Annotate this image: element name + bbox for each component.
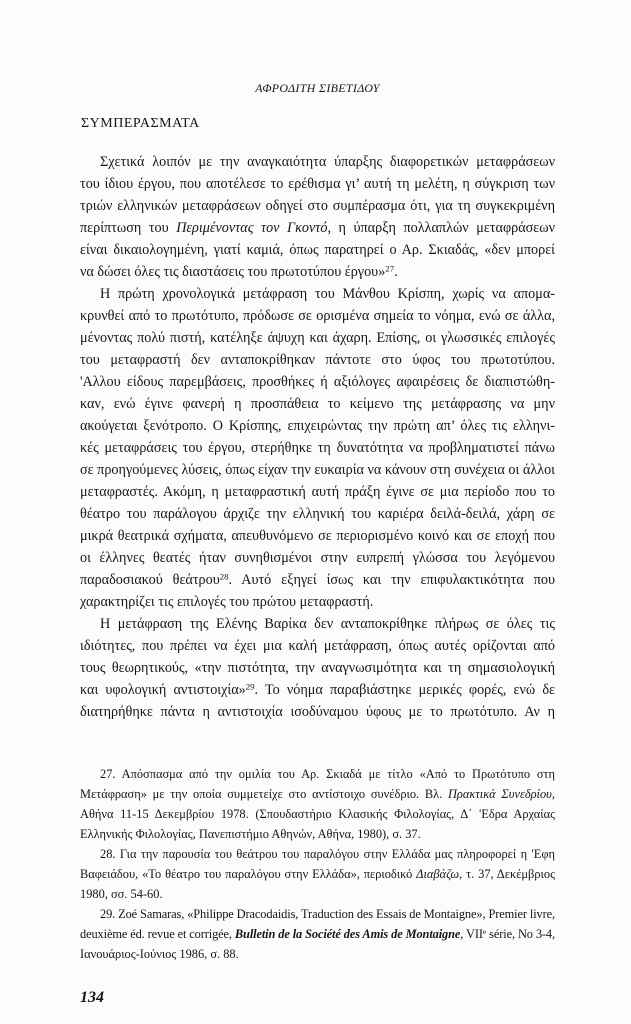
line-text [80,784,555,804]
line-text [80,173,555,195]
line-text [80,195,555,217]
text-run: μεταφραστές. Ακόμη, η μεταφραστική αυτή πράξη έγινε σε μια περίοδο που το [80,484,555,500]
text-run: 27. Απόσπασμα από την ομιλία του Αρ. Σκιαδά με τίτλο «Από το Πρωτότυπο στη [100,767,555,781]
body-line [80,151,555,173]
body-line [80,173,555,195]
footnote-reference: 27 [385,263,395,274]
footnote-line [80,804,555,824]
body-line [80,349,555,371]
text-run: θέατρο του παράλογου άρχιζε την ελληνική του καριέρα δειλά-δειλά, χάρη σε [80,506,555,522]
line-text [80,884,163,904]
section-title: ΣΥΜΠΕΡΑΣΜΑΤΑ [81,116,200,131]
footnote-line [80,944,555,964]
text-run: οι έλληνες θεατές ήταν συνηθισμένοι στην ευπρεπή γλώσσα του λεγόμενου [80,550,555,566]
footnote-line [80,904,555,924]
italic-title: Bulletin de la Société des Amis de Montaigne [234,927,461,941]
footnote-line [80,844,555,864]
body-line [80,283,555,305]
body-line [80,217,555,239]
line-text [80,261,398,283]
paragraph [80,151,555,283]
line-text [80,924,555,944]
italic-title: Περιμένοντας τον Γκοντό [176,220,328,236]
body-line [80,261,555,283]
running-head: ΑΦΡΟΔΙΤΗ ΣΙΒΕΤΙΔΟΥ [255,81,380,95]
body-line [80,569,555,591]
text-run: . [394,264,398,280]
line-text [80,679,555,701]
line-text [80,525,555,547]
text-run: περίπτωση του [80,220,177,236]
body-line [80,371,555,393]
footnote-reference: 29 [245,681,255,692]
text-run: του μεταφραστή δεν ανταποκρίθηκαν πάντοτε στο ύφος του πρωτοτύπου. [80,352,555,368]
body-line [80,393,555,415]
text-run: Ιανουάριος-Ιούνιος 1986, σ. 88. [80,947,239,961]
line-text [100,904,555,924]
body-line [80,239,555,261]
body-text [80,151,555,723]
text-run: Ελληνικής Φιλολογίας, Πανεπιστήμιο Αθηνών, Αθήνα, 1980), σ. 37. [80,827,421,841]
body-line [80,503,555,525]
line-text [100,613,555,635]
text-run: Βαφειάδου, «Το θέατρο του παραλόγου στην Ελλάδα», περιοδικό [80,867,417,881]
body-line [80,437,555,459]
body-line [80,701,555,723]
text-run: deuxième éd. revue et corrigée, [80,927,235,941]
body-line [80,525,555,547]
line-text [80,305,555,327]
line-text [80,327,555,349]
line-text [80,371,555,393]
paragraph [80,613,555,723]
line-text [80,415,555,437]
text-run: , VII [460,927,483,941]
text-run: του ίδιου έργου, που αποτέλεσε το ερέθισμα γι’ αυτή τη μελέτη, η σύγκριση των [80,176,555,192]
footnote-line [80,824,555,844]
body-line [80,327,555,349]
text-run: 1980, σσ. 54-60. [80,887,163,901]
text-run: 'Αλλου είδους παρεμβάσεις, προσθήκες ή αξιόλογες αφαιρέσεις δε διαπιστώθη- [80,374,555,390]
text-run: , η ύπαρξη πολλαπλών μεταφράσεων [327,220,556,236]
footnote-line [80,884,555,904]
body-line [80,613,555,635]
line-text [80,481,555,503]
paragraph [80,283,555,613]
line-text [80,701,555,723]
text-run: Η μετάφραση της Ελένης Βαρίκα δεν ανταποκρίθηκε πλήρως σε όλες τις [100,616,555,632]
footnote-line [80,784,555,804]
line-text [80,864,555,884]
text-run: κρυνθεί από το πρωτότυπο, πρόδωσε σε ορισμένα σημεία το νόημα, ενώ σε άλλα, [80,308,555,324]
text-run: Σχετικά λοιπόν με την αναγκαιότητα ύπαρξης διαφορετικών μεταφράσεων [100,154,555,170]
text-run: διατηρήθηκε πάντα η αντιστοιχία ισοδύναμου ύφους με το πρωτότυπο. Αν η [80,704,555,720]
footnote [80,764,555,844]
text-run: είναι δικαιολογημένη, γιατί καμιά, όπως παρατηρεί ο Αρ. Σκιαδάς, «δεν μπορεί [80,242,555,258]
text-run: ιδιότητες, που πρέπει να έχει μια καλή μετάφραση, όπως αυτές ορίζονται από [80,638,555,654]
italic-title: Διαβάζω [416,867,460,881]
footnote [80,844,555,904]
line-text [80,569,555,591]
body-line [80,195,555,217]
footnote-line [80,864,555,884]
text-run: παραδοσιακού θεάτρου [80,572,220,588]
footnotes [80,764,555,964]
body-line [80,415,555,437]
italic-title: Πρακτικά Συνεδρίου [447,787,552,801]
line-text [80,393,555,415]
body-line [80,657,555,679]
body-line [80,591,555,613]
text-run: καν, ενώ έγινε φανερή η προσπάθεια το κείμενο της μετάφρασης να μην [80,396,555,412]
text-run: série, No 3-4, [486,927,555,941]
text-run: μικρά θεατρικά σχήματα, απευθυνόμενο σε περιορισμένο κοινό και σε εποχή που [80,528,555,544]
line-text [100,764,555,784]
text-run: μένοντας πολύ πιστή, κατέληξε άψυχη και άχαρη. Επίσης, οι γλωσσικές επιλογές [80,330,555,346]
text-run: Μετάφραση» με την οποία συμμετείχε στο αντίστοιχο συνέδριο. Βλ. [80,787,448,801]
body-line [80,635,555,657]
text-run: χαρακτηρίζει τις επιλογές του πρώτου μεταφραστή. [80,594,374,610]
text-run: σε προηγούμενες λύσεις, όπως είχαν την ευκαιρία να κάνουν στη συνέχεια οι άλλοι [80,462,555,478]
line-text [80,547,555,569]
body-line [80,547,555,569]
footnote-reference: 28 [219,571,229,582]
text-run: Αθήνα 11-15 Δεκεμβρίου 1978. (Σπουδαστήριο Κλασικής Φιλολογίας, Δ΄ 'Εδρα Αρχαίας [80,807,555,821]
line-text [80,591,373,613]
footnote-line [80,924,555,944]
body-line [80,481,555,503]
body-line [80,679,555,701]
line-text [100,283,555,305]
text-run: . Το νόημα παραβιάστηκε μερικές φορές, ενώ δε [254,682,555,698]
text-run: Η πρώτη χρονολογικά μετάφραση του Μάνθου Κρίσπη, χωρίς να απομα- [100,286,555,302]
text-run: κές μεταφράσεις του έργου, στερήθηκε τη δυνατότητα να προβληματιστεί πάνω [80,440,555,456]
text-run: τριών ελληνικών μεταφράσεων οδηγεί στο συμπέρασμα ότι, για τη συγκεκριμένη [80,198,555,214]
line-text [80,635,555,657]
text-run: , [551,787,555,801]
footnote [80,904,555,964]
line-text [80,824,421,844]
line-text [80,217,555,239]
page-number: 134 [80,989,104,1006]
text-run: 28. Για την παρουσία του θεάτρου του παραλόγου στην Ελλάδα μας πληροφορεί η 'Εφη [100,847,555,861]
line-text [80,657,555,679]
text-run: 29. Zoé Samaras, «Philippe Dracodaidis, Traduction des Essais de Montaigne», Premier livre, [100,907,555,921]
line-text [80,349,555,371]
superscript: e [482,927,487,937]
text-run: και υφολογική αντιστοιχία» [80,682,246,698]
body-line [80,305,555,327]
line-text [80,804,555,824]
line-text [80,239,555,261]
footnote-line [80,764,555,784]
text-run: να δώσει όλες τις διαστάσεις του πρωτοτύπου έργου» [80,264,386,280]
text-run: , τ. 37, Δεκέμβριος [459,867,555,881]
line-text [80,437,555,459]
line-text [100,151,555,173]
body-line [80,459,555,481]
line-text [80,503,555,525]
line-text [80,459,555,481]
line-text [80,944,239,964]
line-text [100,844,555,864]
text-run: τους θεωρητικούς, «την πιστότητα, την αναγνωσιμότητα και τη σημασιολογική [80,660,555,676]
text-run: . Αυτό εξηγεί ίσως και την επιφυλακτικότητα που [228,572,555,588]
text-run: ακούγεται ξενότροπο. Ο Κρίσπης, επιχειρώντας την πρώτη απ’ όλες τις ελληνι- [80,418,555,434]
